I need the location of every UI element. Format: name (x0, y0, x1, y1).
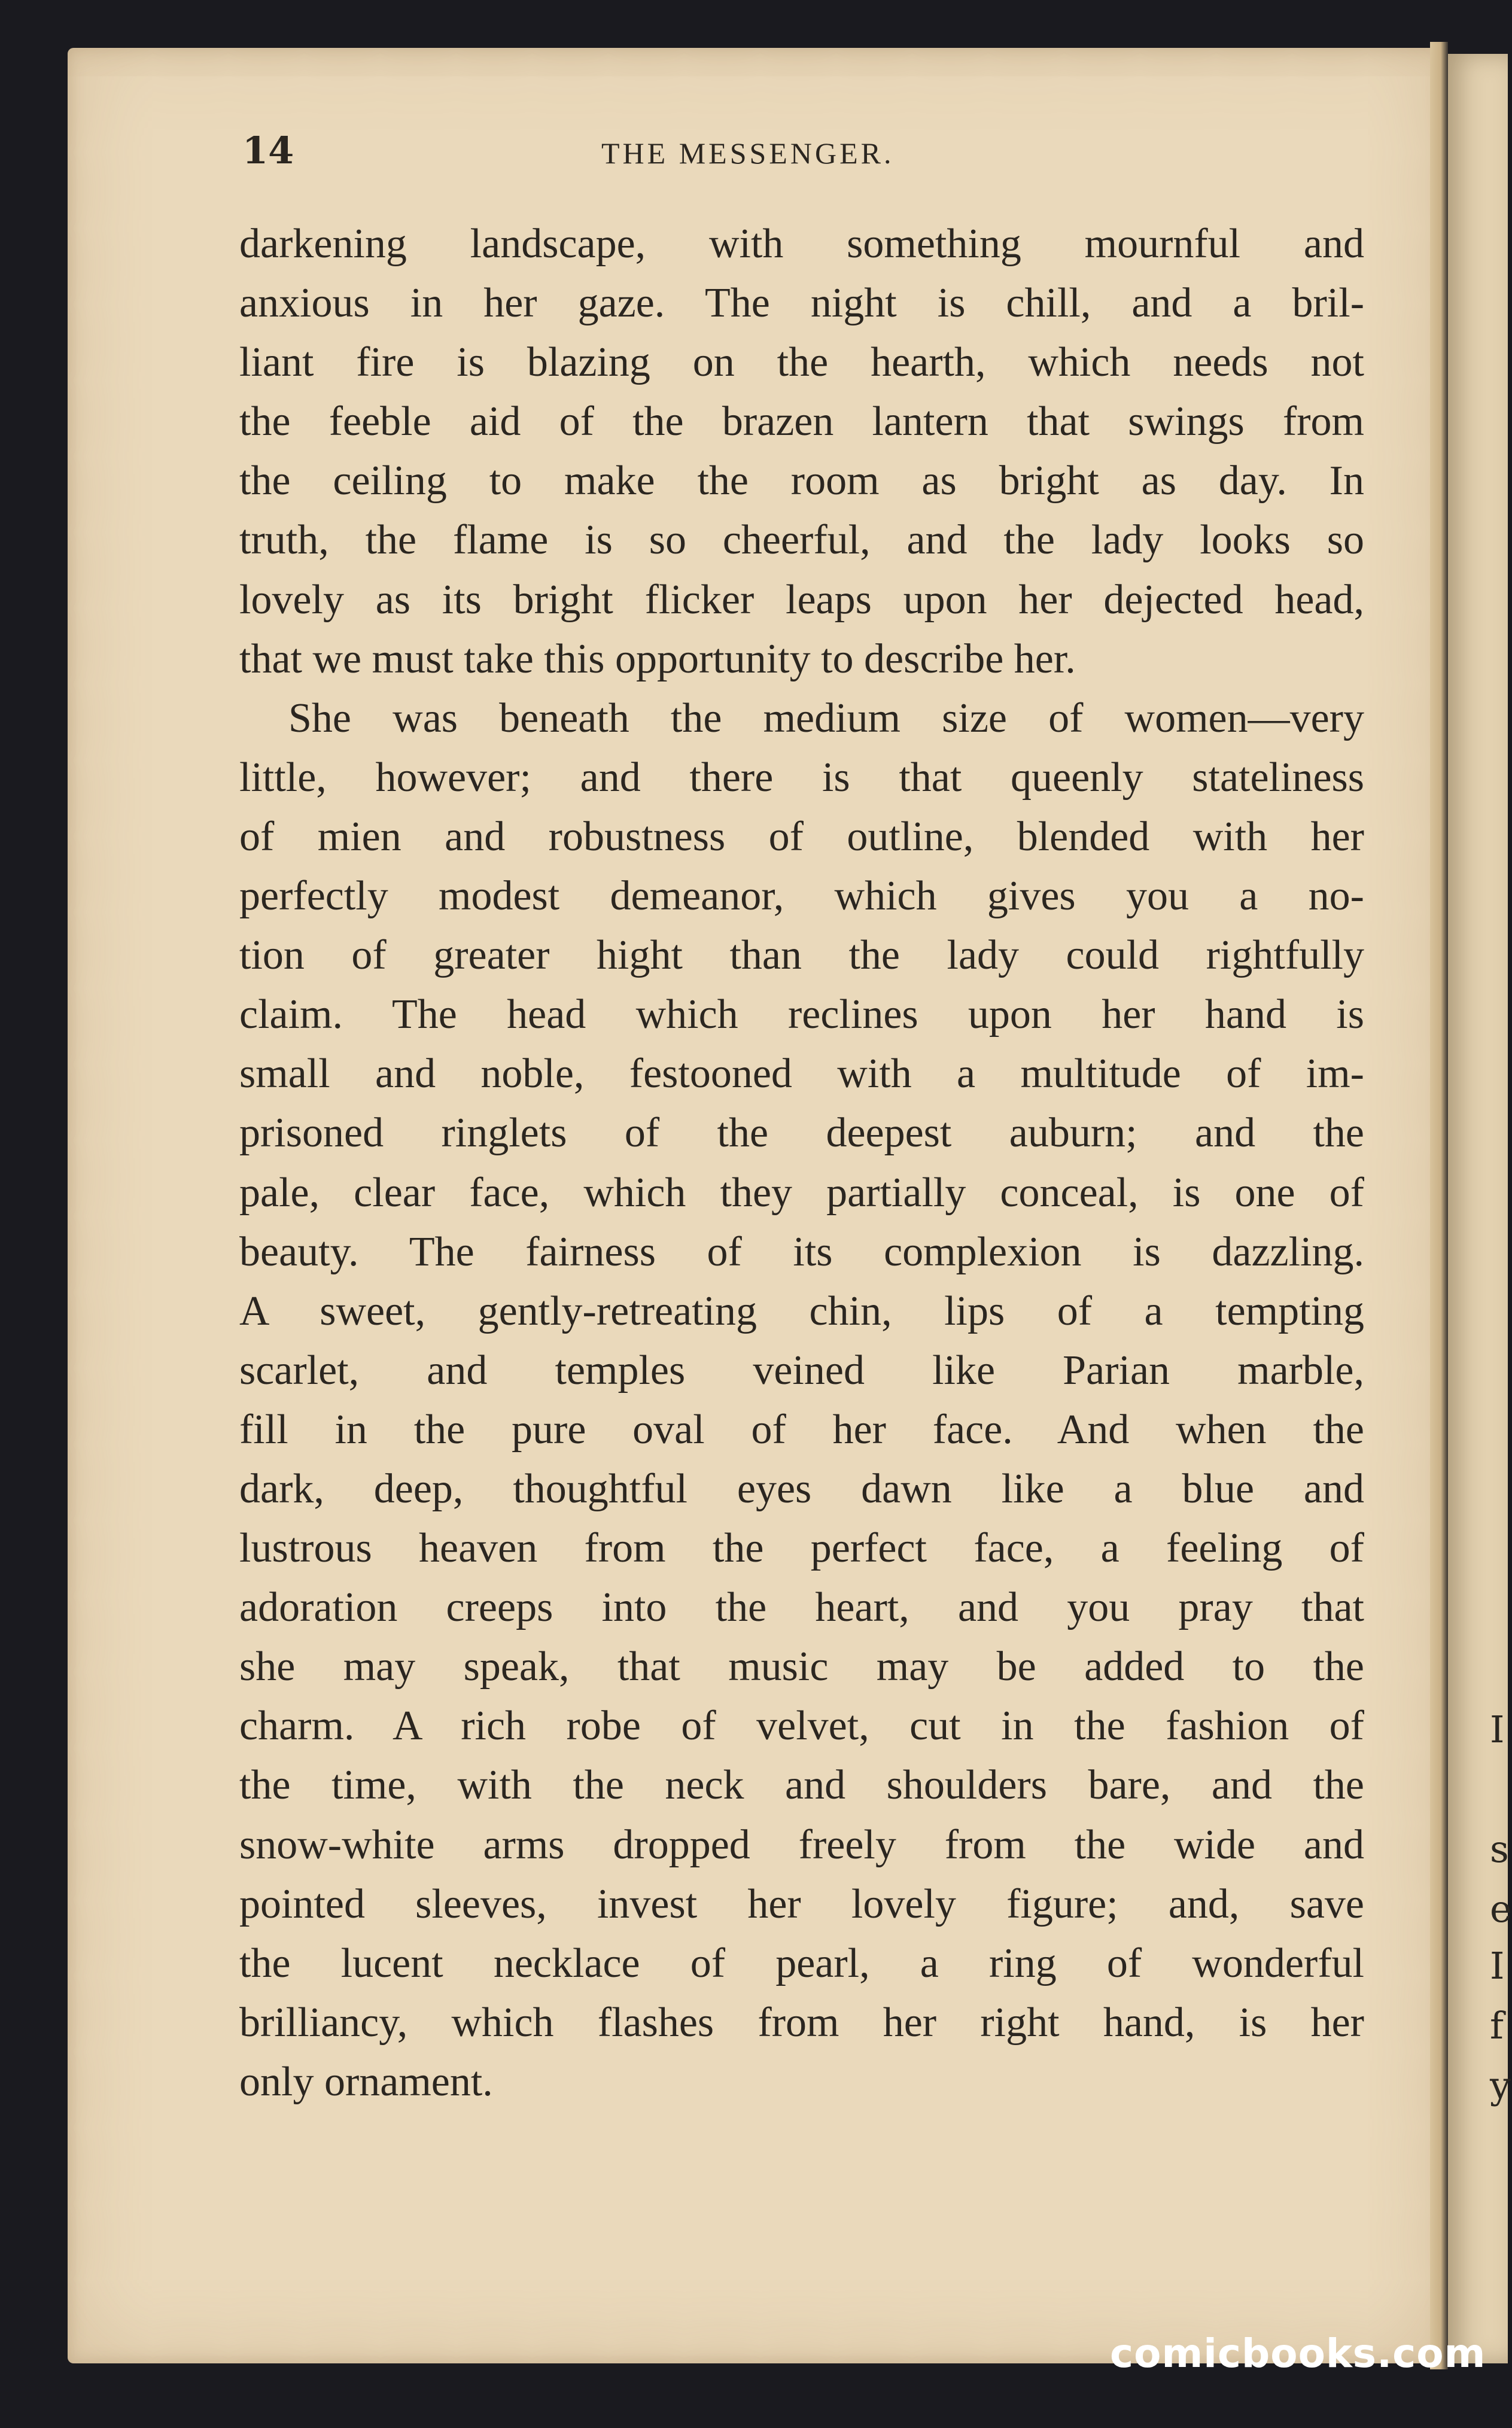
facing-page-char: e (1490, 1887, 1512, 1931)
text-line: the feeble aid of the brazen lantern that swings from (239, 398, 1364, 445)
text-line: beauty. The fairness of its complexion is dazzling. (239, 1228, 1364, 1275)
body-text (239, 214, 1364, 2111)
text-line: the time, with the neck and shoulders bare, and the (239, 1762, 1364, 1809)
text-line: she may speak, that music may be added to the (239, 1644, 1364, 1690)
text-line: the lucent necklace of pearl, a ring of wonderful (239, 1940, 1364, 1986)
text-line: small and noble, festooned with a multitude of im- (239, 1051, 1364, 1097)
text-line: tion of greater hight than the lady could rightfully (239, 932, 1364, 979)
text-line: scarlet, and temples veined like Parian marble, (239, 1347, 1364, 1393)
text-line: A sweet, gently-retreating chin, lips of a tempting (239, 1288, 1364, 1334)
page-number: 14 (242, 129, 294, 172)
running-head: THE MESSENGER. (601, 136, 895, 170)
facing-page-char: I (1490, 1944, 1505, 1988)
text-line: snow-white arms dropped freely from the wide and (239, 1821, 1364, 1868)
text-line: the ceiling to make the room as bright as day. In (239, 458, 1364, 504)
facing-page-char: s (1490, 1827, 1509, 1871)
text-line: adoration creeps into the heart, and you pray that (239, 1584, 1364, 1631)
page-header (242, 129, 1421, 177)
text-line: little, however; and there is that queenly stateliness (239, 754, 1364, 801)
text-line: of mien and robustness of outline, blended with her (239, 813, 1364, 860)
text-line: only ornament. (239, 2058, 493, 2105)
facing-page-char: I (1490, 1708, 1505, 1751)
text-line: perfectly modest demeanor, which gives you a no- (239, 873, 1364, 920)
text-line: liant fire is blazing on the hearth, which needs not (239, 339, 1364, 386)
text-line: truth, the flame is so cheerful, and the lady looks so (239, 517, 1364, 564)
text-line: lovely as its bright flicker leaps upon her dejected head, (239, 576, 1364, 623)
text-line: charm. A rich robe of velvet, cut in the fashion of (239, 1703, 1364, 1750)
facing-page-char: f (1490, 2004, 1504, 2047)
text-line: dark, deep, thoughtful eyes dawn like a blue and (239, 1465, 1364, 1512)
text-line: pointed sleeves, invest her lovely figure; and, save (239, 1881, 1364, 1927)
facing-page-char: y (1490, 2064, 1511, 2107)
text-line: pale, clear face, which they partially conceal, is one of (239, 1169, 1364, 1216)
watermark-text: comicbooks.com (1110, 2330, 1486, 2377)
text-line: anxious in her gaze. The night is chill, and a bril- (239, 280, 1364, 327)
text-line: claim. The head which reclines upon her hand is (239, 991, 1364, 1038)
text-line: brilliancy, which flashes from her right hand, is her (239, 1999, 1364, 2046)
text-line: prisoned ringlets of the deepest auburn; and the (239, 1110, 1364, 1157)
text-line: fill in the pure oval of her face. And when the (239, 1406, 1364, 1453)
text-line: darkening landscape, with something mournful and (239, 221, 1364, 267)
text-line: lustrous heaven from the perfect face, a feeling of (239, 1525, 1364, 1572)
page-gutter (1430, 42, 1448, 2369)
text-line: She was beneath the medium size of women—very (288, 695, 1364, 741)
text-line: that we must take this opportunity to describe her. (239, 635, 1076, 682)
